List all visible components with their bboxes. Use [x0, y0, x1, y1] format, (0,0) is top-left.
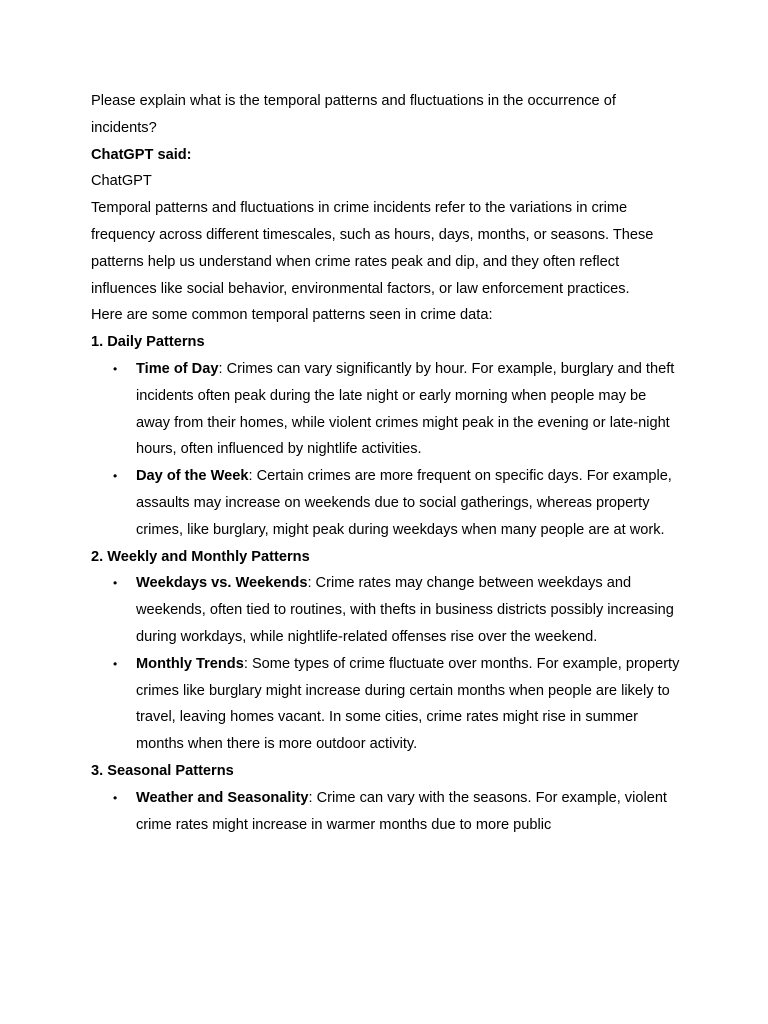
- bullet-icon: •: [113, 656, 118, 671]
- question-text: Please explain what is the temporal patterns and fluctuations in the occurrence of incidents?: [91, 93, 616, 136]
- intro-paragraph: Temporal patterns and fluctuations in crime incidents refer to the variations in crime frequency across different timescales, such as hours, days, months, or seasons. These patterns help us understand when crime rates peak and dip, and they often reflect influences like social behavior, environmental factors, or law enforcement practices.: [91, 200, 654, 297]
- lead-in-text: Here are some common temporal patterns seen in crime data:: [91, 307, 493, 324]
- list-item: [113, 463, 681, 543]
- item-text: : Crime rates may change between weekdays and weekends, often tied to routines, with thefts in business districts possibly increasing during workdays, while nightlife-related offenses rise over the weekend.: [136, 575, 674, 645]
- item-text: : Some types of crime fluctuate over months. For example, property crimes like burglary might increase during certain months when people are likely to travel, leaving homes vacant. In some cities, crime rates might rise in summer months when there is more outdoor activity.: [136, 655, 680, 753]
- item-text: : Crimes can vary significantly by hour. For example, burglary and theft incidents often peak during the late night or early morning when people may be away from their homes, while violent crimes might peak in the evening or late-night hours, often influenced by nightlife activities.: [136, 360, 675, 458]
- list-item: [113, 570, 681, 650]
- list-item: [113, 356, 681, 463]
- bullet-icon: •: [113, 469, 118, 484]
- section-heading: 1. Daily Patterns: [91, 334, 205, 351]
- bullet-list: [91, 570, 681, 758]
- item-text: : Crime can vary with the seasons. For example, violent crime rates might increase in warmer months due to more public: [136, 789, 667, 833]
- item-term: Weather and Seasonality: [136, 789, 309, 806]
- speaker-name: ChatGPT: [91, 173, 152, 190]
- bullet-list: [91, 785, 681, 839]
- item-term: Time of Day: [136, 360, 219, 377]
- bullet-list: [91, 356, 681, 544]
- speaker-label: ChatGPT said:: [91, 146, 192, 163]
- item-text: : Certain crimes are more frequent on specific days. For example, assaults may increase on weekends due to social gatherings, whereas property crimes, like burglary, might peak during weekdays when many people are at work.: [136, 468, 672, 538]
- item-term: Day of the Week: [136, 468, 249, 485]
- list-item: [113, 785, 681, 839]
- bullet-icon: •: [113, 790, 118, 805]
- section-heading: 2. Weekly and Monthly Patterns: [91, 548, 310, 565]
- document-page: [91, 88, 681, 838]
- item-term: Monthly Trends: [136, 655, 244, 672]
- bullet-icon: •: [113, 576, 118, 591]
- item-term: Weekdays vs. Weekends: [136, 575, 308, 592]
- section-heading: 3. Seasonal Patterns: [91, 762, 234, 779]
- list-item: [113, 651, 681, 758]
- bullet-icon: •: [113, 361, 118, 376]
